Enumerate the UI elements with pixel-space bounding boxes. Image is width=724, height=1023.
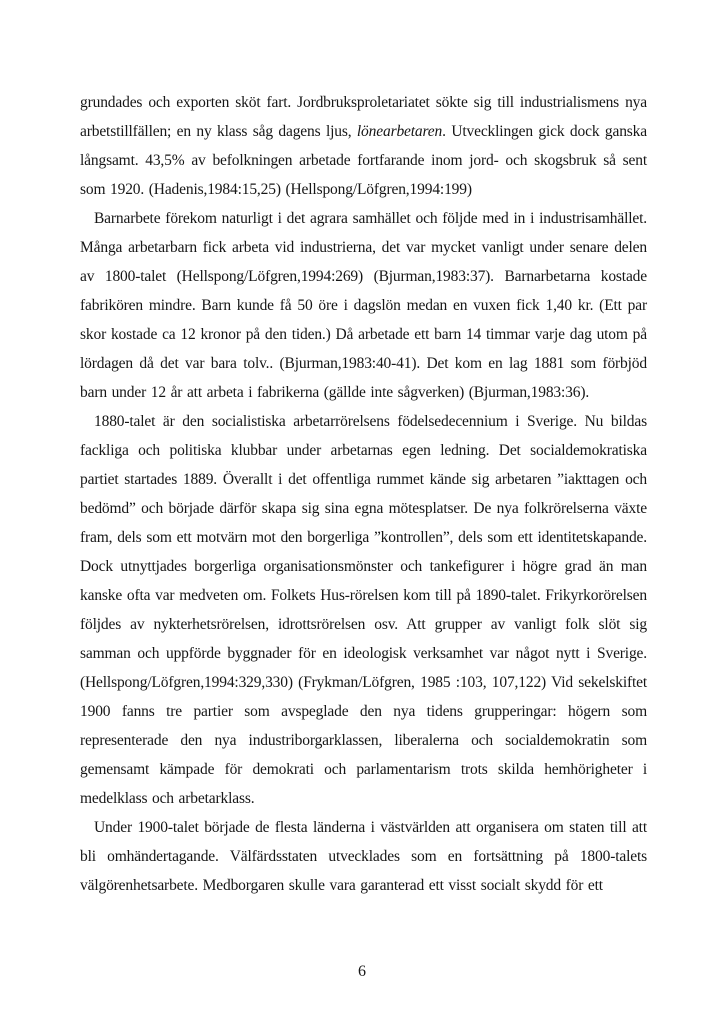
paragraph-text: Under 1900-talet började de flesta länderna i västvärlden att organisera om staten till att bli omhändertagande. Välfärdsstaten utvecklades som en fortsättning på 1800-talets välgörenhetsarbete. Medborgaren skulle vara garanterad ett visst socialt skydd för ett [80,819,647,894]
paragraph-text: . Utvecklingen gick dock ganska långsamt. 43,5% av befolkningen arbetade fortfarande inom jord- och skogsbruk så sent som 1920. (Hadenis,1984:15,25) (Hellspong/Löfgren,1994:199) [80,123,647,198]
italic-term: lönearbetaren [356,123,443,140]
paragraph [80,204,647,407]
paragraph-text: grundades och exporten sköt fart. Jordbruksproletariatet sökte sig till industrialismens nya arbetstillfällen; en ny klass såg dagens ljus, [80,94,647,140]
paragraph [80,813,647,900]
paragraph-text: Barnarbete förekom naturligt i det agrara samhället och följde med in i industrisamhället. Många arbetarbarn fick arbeta vid industrierna, det var mycket vanligt under senare delen av 1800-talet (Hellspong/Löfgren,1994:269) (Bjurman,1983:37). Barnarbetarna kostade fabrikören mindre. Barn kunde få 50 öre i dagslön medan en vuxen fick 1,40 kr. (Ett par skor kostade ca 12 kronor på den tiden.) Då arbetade ett barn 14 timmar varje dag utom på lördagen då det var bara tolv.. (Bjurman,1983:40-41). Det kom en lag 1881 som förbjöd barn under 12 år att arbeta i fabrikerna (gällde inte sågverken) (Bjurman,1983:36). [80,210,647,401]
body-text-block [80,88,647,900]
paragraph-text: 1880-talet är den socialistiska arbetarrörelsens födelsedecennium i Sverige. Nu bildas fackliga och politiska klubbar under arbetarnas egen ledning. Det socialdemokratiska partiet startades 1889. Överallt i det offentliga rummet kände sig arbetaren ”iakttagen och bedömd” och började därför skapa sig sina egna mötesplatser. De nya folkrörelserna växte fram, dels som ett motvärn mot den borgerliga ”kontrollen”, dels som ett identitetskapande. Dock utnyttjades borgerliga organisationsmönster och tankefigurer i högre grad än man kanske ofta var medveten om. Folkets Hus-rörelsen kom till på 1890-talet. Frikyrkorörelsen följdes av nykterhetsrörelsen, idrottsrörelsen osv. Att grupper av vanligt folk slöt sig samman och uppförde byggnader för en ideologisk verksamhet var något nytt i Sverige. (Hellspong/Löfgren,1994:329,330) (Frykman/Löfgren, 1985 :103, 107,122) Vid sekelskiftet 1900 fanns tre partier som avspeglade den nya tidens grupperingar: högern som representerade den nya industriborgarklassen, liberalerna och socialdemokratin som gemensamt kämpade för demokrati och parlamentarism trots skilda hemhörigheter i medelklass och arbetarklass. [80,413,647,807]
paragraph [80,88,647,204]
page-number: 6 [358,963,366,980]
paragraph [80,407,647,813]
